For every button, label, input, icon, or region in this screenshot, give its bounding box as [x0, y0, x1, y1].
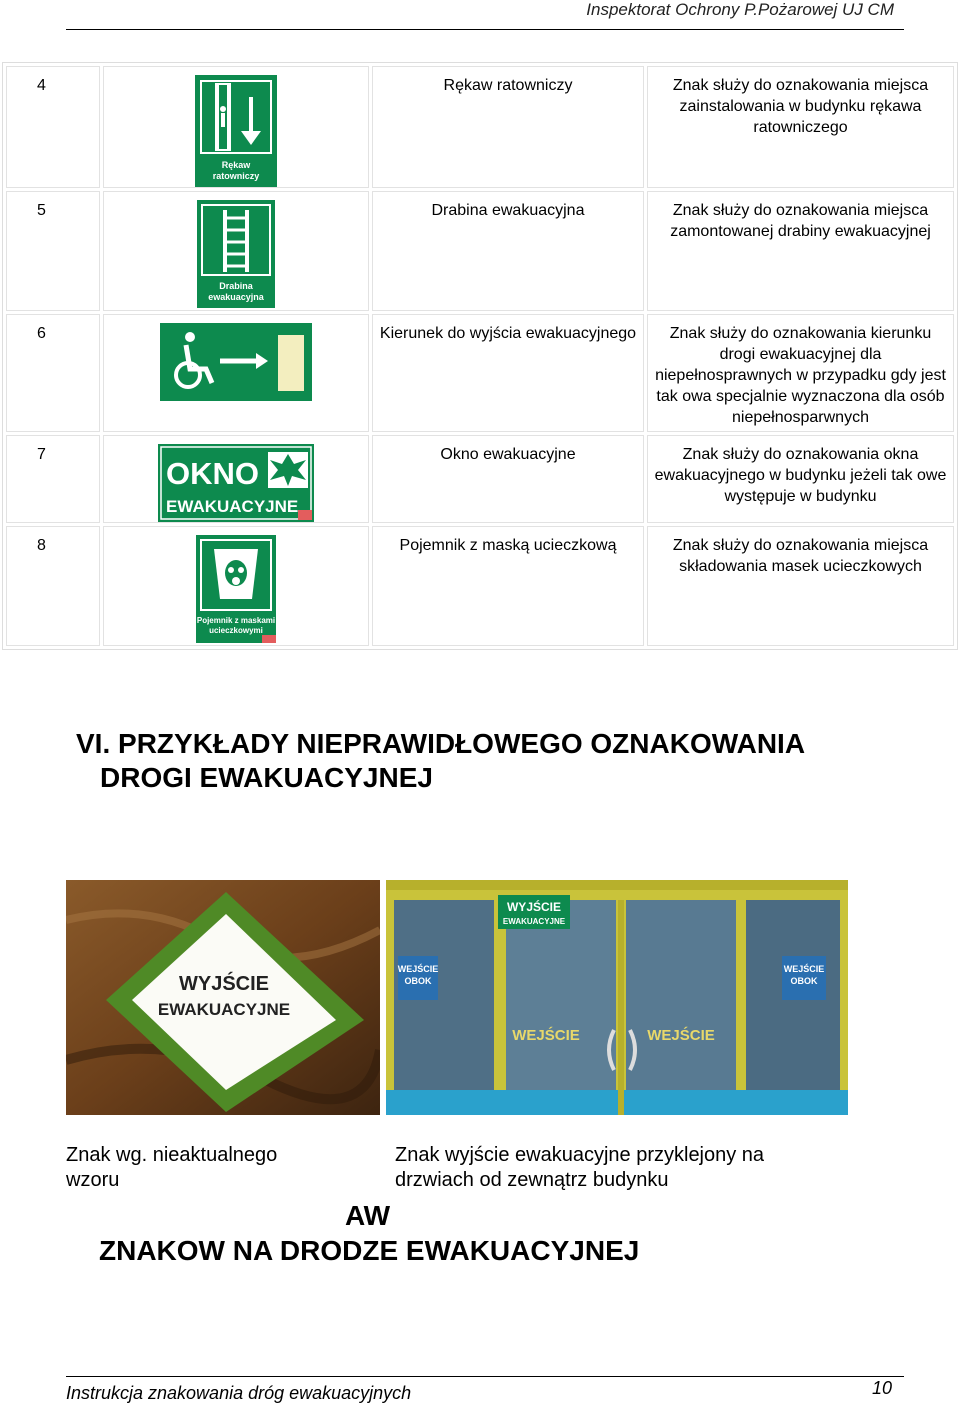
section-title-line2: DROGI EWAKUACYJNEJ [100, 762, 433, 793]
outdated-sign-photo-image [66, 880, 380, 1115]
row-number: 8 [6, 526, 100, 646]
table-row [6, 314, 954, 432]
door-sign-photo [386, 880, 848, 1115]
sign-description: Znak służy do oznakowania miejsca zamontowanej drabiny ewakuacyjnej [647, 191, 954, 311]
wheelchair-exit-direction-sign-icon [160, 323, 312, 401]
outdated-sign-photo [66, 880, 380, 1115]
section-title [76, 727, 805, 795]
row-number: 4 [6, 66, 100, 188]
sign-label: EWAKUACYJNE [166, 497, 299, 516]
table-row [6, 191, 954, 311]
sign-label: Rękaw [221, 160, 251, 170]
sign-description: Znak służy do oznakowania miejsca składowania masek ucieczkowych [647, 526, 954, 646]
stray-text-a: AW [345, 1200, 391, 1231]
rescue-chute-sign-icon [195, 75, 277, 187]
row-number: 7 [6, 435, 100, 523]
row-number: 6 [6, 314, 100, 432]
caption-right: Znak wyjście ewakuacyjne przyklejony na drzwiach od zewnątrz budynku [395, 1144, 765, 1191]
sign-name: Pojemnik z maską ucieczkową [372, 526, 644, 646]
photo-door-text: WEJŚCIE [512, 1027, 580, 1044]
photo-sign-text: WYJŚCIE [506, 900, 562, 914]
table-row [6, 435, 954, 523]
sign-cell [103, 66, 369, 188]
row-number: 5 [6, 191, 100, 311]
sign-label: ucieczkowymi [209, 626, 263, 635]
sign-label: ratowniczy [212, 171, 260, 181]
table-row [6, 526, 954, 646]
sign-description: Znak służy do oznakowania miejsca zainstalowania w budynku rękawa ratowniczego [647, 66, 954, 188]
sign-label: ewakuacyjna [208, 292, 264, 302]
photo-sign-text: WEJŚCIE [397, 964, 439, 974]
sign-name: Rękaw ratowniczy [372, 66, 644, 188]
footer-rule [66, 1376, 904, 1377]
sign-name: Kierunek do wyjścia ewakuacyjnego [372, 314, 644, 432]
page-number: 10 [872, 1378, 893, 1398]
escape-mask-container-sign-icon [196, 535, 276, 643]
sign-cell [103, 526, 369, 646]
photo-sign-text: OBOK [404, 976, 432, 986]
photo-sign-text: EWAKUACYJNE [502, 917, 566, 926]
photo-sign-text: WEJŚCIE [783, 964, 825, 974]
sign-cell [103, 314, 369, 432]
table-row [6, 66, 954, 188]
sign-name: Okno ewakuacyjne [372, 435, 644, 523]
section-title-line1: VI. PRZYKŁADY NIEPRAWIDŁOWEGO OZNAKOWANIA [76, 728, 806, 759]
photo-sign-text: WYJŚCIE [178, 973, 270, 995]
photo-sign-text: OBOK [790, 976, 818, 986]
sign-label: Drabina [219, 281, 253, 291]
sign-cell [103, 191, 369, 311]
page-header [66, 0, 904, 30]
photo-sign-text: EWAKUACYJNE [157, 1000, 291, 1019]
sign-name: Drabina ewakuacyjna [372, 191, 644, 311]
header-text: Inspektorat Ochrony P.Pożarowej UJ CM [586, 0, 894, 19]
evacuation-window-sign-icon [158, 444, 314, 522]
footer-text: Instrukcja znakowania dróg ewakuacyjnych [66, 1383, 412, 1403]
sign-description: Znak służy do oznakowania okna ewakuacyjnego w budynku jeżeli tak owe występuje w budynku [647, 435, 954, 523]
door-sign-photo-image [386, 880, 848, 1115]
sign-cell [103, 435, 369, 523]
photo-door-text: WEJŚCIE [647, 1027, 715, 1044]
caption-left: Znak wg. nieaktualnego wzoru [66, 1144, 278, 1191]
signs-table [2, 62, 958, 650]
sign-description: Znak służy do oznakowania kierunku drogi ewakuacyjnej dla niepełnosprawnych w przypadku gdy jest tak owa specjalnie wyznaczona dla osób niepełnosparwnych [647, 314, 954, 432]
stray-text-b: ZNAKOW NA DRODZE EWAKUACYJNEJ [99, 1235, 640, 1266]
sign-label: Pojemnik z maskami [196, 616, 276, 625]
sign-label: OKNO [166, 456, 259, 491]
evacuation-ladder-sign-icon [197, 200, 275, 308]
